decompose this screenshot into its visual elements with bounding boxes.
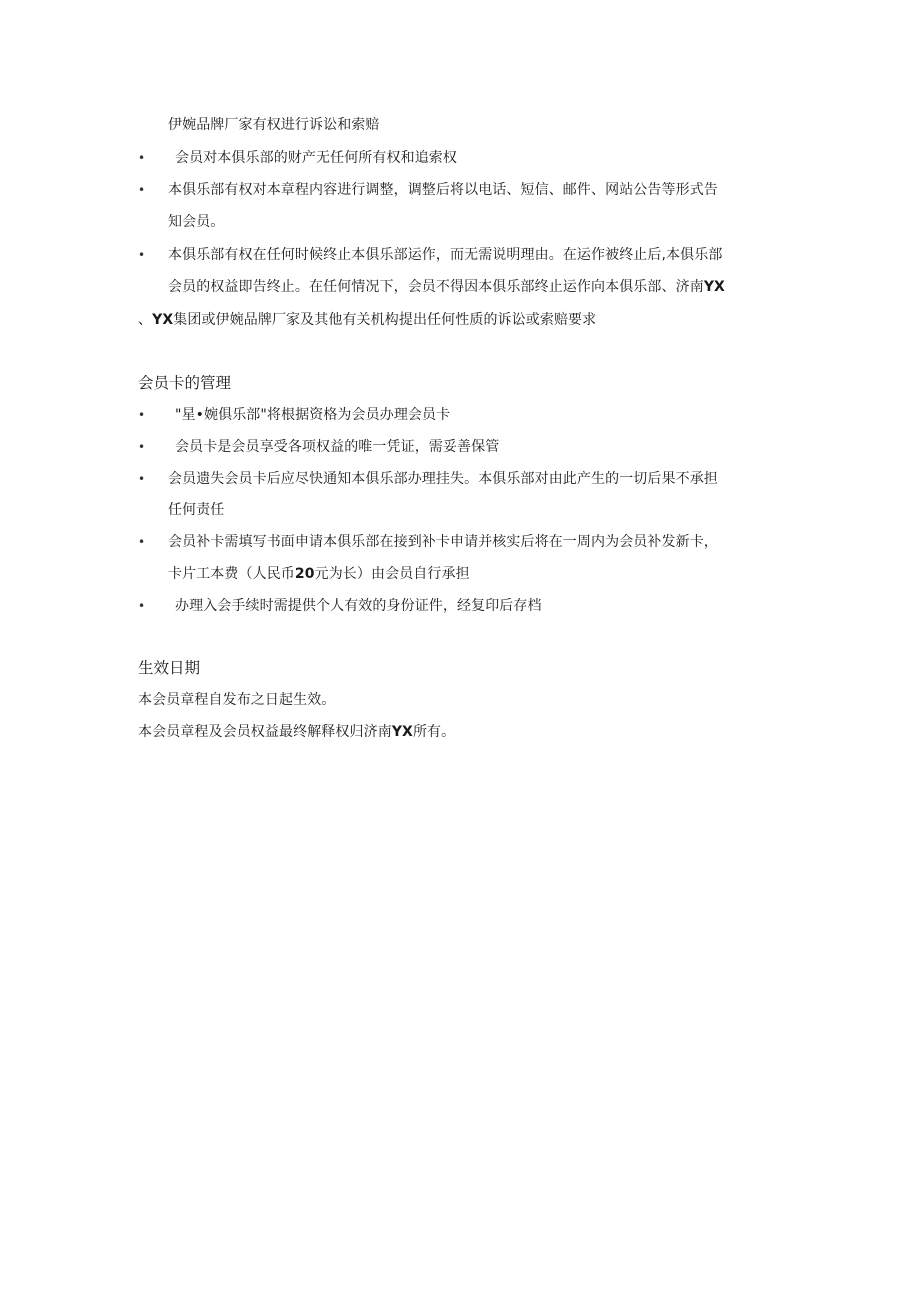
list-item: 会员遗失会员卡后应尽快通知本俱乐部办理挂失。本俱乐部对由此产生的一切后果不承担 bbox=[168, 471, 718, 487]
list-item: 办理入会手续时需提供个人有效的身份证件，经复印后存档 bbox=[175, 598, 542, 614]
bullet-marker: • bbox=[138, 440, 146, 454]
bullet-marker: • bbox=[138, 408, 146, 422]
list-item-continuation: 会员的权益即告终止。在任何情况下，会员不得因本俱乐部终止运作向本俱乐部、济南YX bbox=[168, 279, 725, 295]
list-item-continuation: 、YX集团或伊婉品牌厂家及其他有关机构提出任何性质的诉讼或索赔要求 bbox=[138, 312, 597, 328]
list-item-continuation: 任何责任 bbox=[168, 502, 225, 518]
bullet-marker: • bbox=[138, 535, 146, 549]
paragraph: 本会员章程自发布之日起生效。 bbox=[138, 692, 336, 708]
paragraph: 本会员章程及会员权益最终解释权归济南YX所有。 bbox=[138, 724, 456, 740]
list-item: "星•婉俱乐部"将根据资格为会员办理会员卡 bbox=[175, 407, 451, 423]
list-item: 会员卡是会员享受各项权益的唯一凭证，需妥善保管 bbox=[175, 439, 500, 455]
bullet-marker: • bbox=[138, 183, 146, 197]
list-item: 会员对本俱乐部的财产无任何所有权和追索权 bbox=[175, 150, 457, 166]
bullet-marker: • bbox=[138, 599, 146, 613]
bullet-marker: • bbox=[138, 472, 146, 486]
continued-line: 伊婉品牌厂家有权进行诉讼和索赔 bbox=[168, 117, 380, 133]
bullet-marker: • bbox=[138, 248, 146, 262]
section-heading-effective-date: 生效日期 bbox=[138, 659, 201, 677]
list-item-continuation: 知会员。 bbox=[168, 214, 225, 230]
bullet-marker: • bbox=[138, 151, 146, 165]
list-item: 本俱乐部有权在任何时候终止本俱乐部运作，而无需说明理由。在运作被终止后,本俱乐部 bbox=[168, 247, 723, 263]
section-heading-membership-card: 会员卡的管理 bbox=[138, 374, 232, 392]
list-item-continuation: 卡片工本费（人民币20元为长）由会员自行承担 bbox=[168, 566, 470, 582]
list-item: 本俱乐部有权对本章程内容进行调整，调整后将以电话、短信、邮件、网站公告等形式告 bbox=[168, 182, 718, 198]
list-item: 会员补卡需填写书面申请本俱乐部在接到补卡申请并核实后将在一周内为会员补发新卡， bbox=[168, 534, 718, 550]
